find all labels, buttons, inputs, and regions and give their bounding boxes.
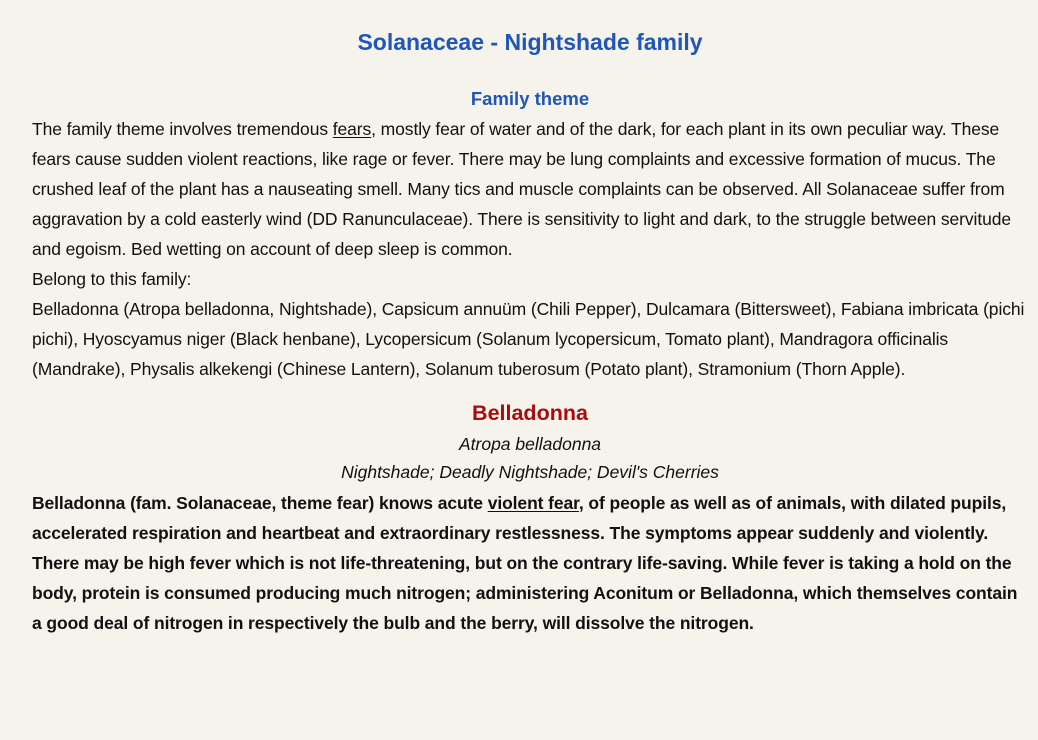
family-theme-section — [32, 84, 1028, 384]
family-theme-text-after: , mostly fear of water and of the dark, for each plant in its own peculiar way. These fears cause sudden violent reactions, like rage or fever. There may be lung complaints and excessive formation of mucus. The crushed leaf of the plant has a nauseating smell. Many tics and muscle complaints can be observed. All Solanaceae suffer from aggravation by a cold easterly wind (DD Ranunculaceae). There is sensitivity to light and dark, to the struggle between servitude and egoism. Bed wetting on account of deep sleep is common. — [32, 119, 1011, 259]
family-theme-paragraph — [32, 114, 1028, 264]
violent-fear-link[interactable]: violent fear — [487, 493, 579, 513]
remedy-latin-name: Atropa belladonna — [458, 434, 602, 454]
remedy-section — [32, 396, 1028, 638]
family-members-list: Belladonna (Atropa belladonna, Nightshade), Capsicum annuüm (Chili Pepper), Dulcamara (Bittersweet), Fabiana imbricata (pichi pichi), Hyoscyamus niger (Black henbane), Lycopersicum (Solanum lycopersicum, Tomato plant), Mandragora officinalis (Mandrake), Physalis alkekengi (Chinese Lantern), Solanum tuberosum (Potato plant), Stramonium (Thorn Apple). — [32, 299, 1025, 379]
page-title: Solanaceae - Nightshade family — [357, 29, 703, 55]
family-theme-text-before: The family theme involves tremendous — [32, 119, 333, 139]
remedy-desc-before: Belladonna (fam. Solanaceae, theme fear) knows acute — [32, 493, 488, 513]
remedy-desc-after: , of people as well as of animals, with dilated pupils, accelerated respiration and heartbeat and extraordinary restlessness. The symptoms appear suddenly and violently. There may be high fever which is not life-threatening, but on the contrary life-saving. While fever is taking a hold on the body, protein is consumed producing much nitrogen; administering Aconitum or Belladonna, which themselves contain a good deal of nitrogen in respectively the bulb and the berry, will dissolve the nitrogen. — [32, 493, 1018, 633]
remedy-name: Belladonna — [472, 401, 588, 425]
family-theme-heading: Family theme — [470, 88, 590, 109]
belong-label: Belong to this family: — [32, 269, 192, 289]
remedy-common-names: Nightshade; Deadly Nightshade; Devil's Cherries — [341, 462, 719, 482]
fears-link[interactable]: fears — [332, 119, 372, 139]
remedy-description — [32, 488, 1028, 638]
